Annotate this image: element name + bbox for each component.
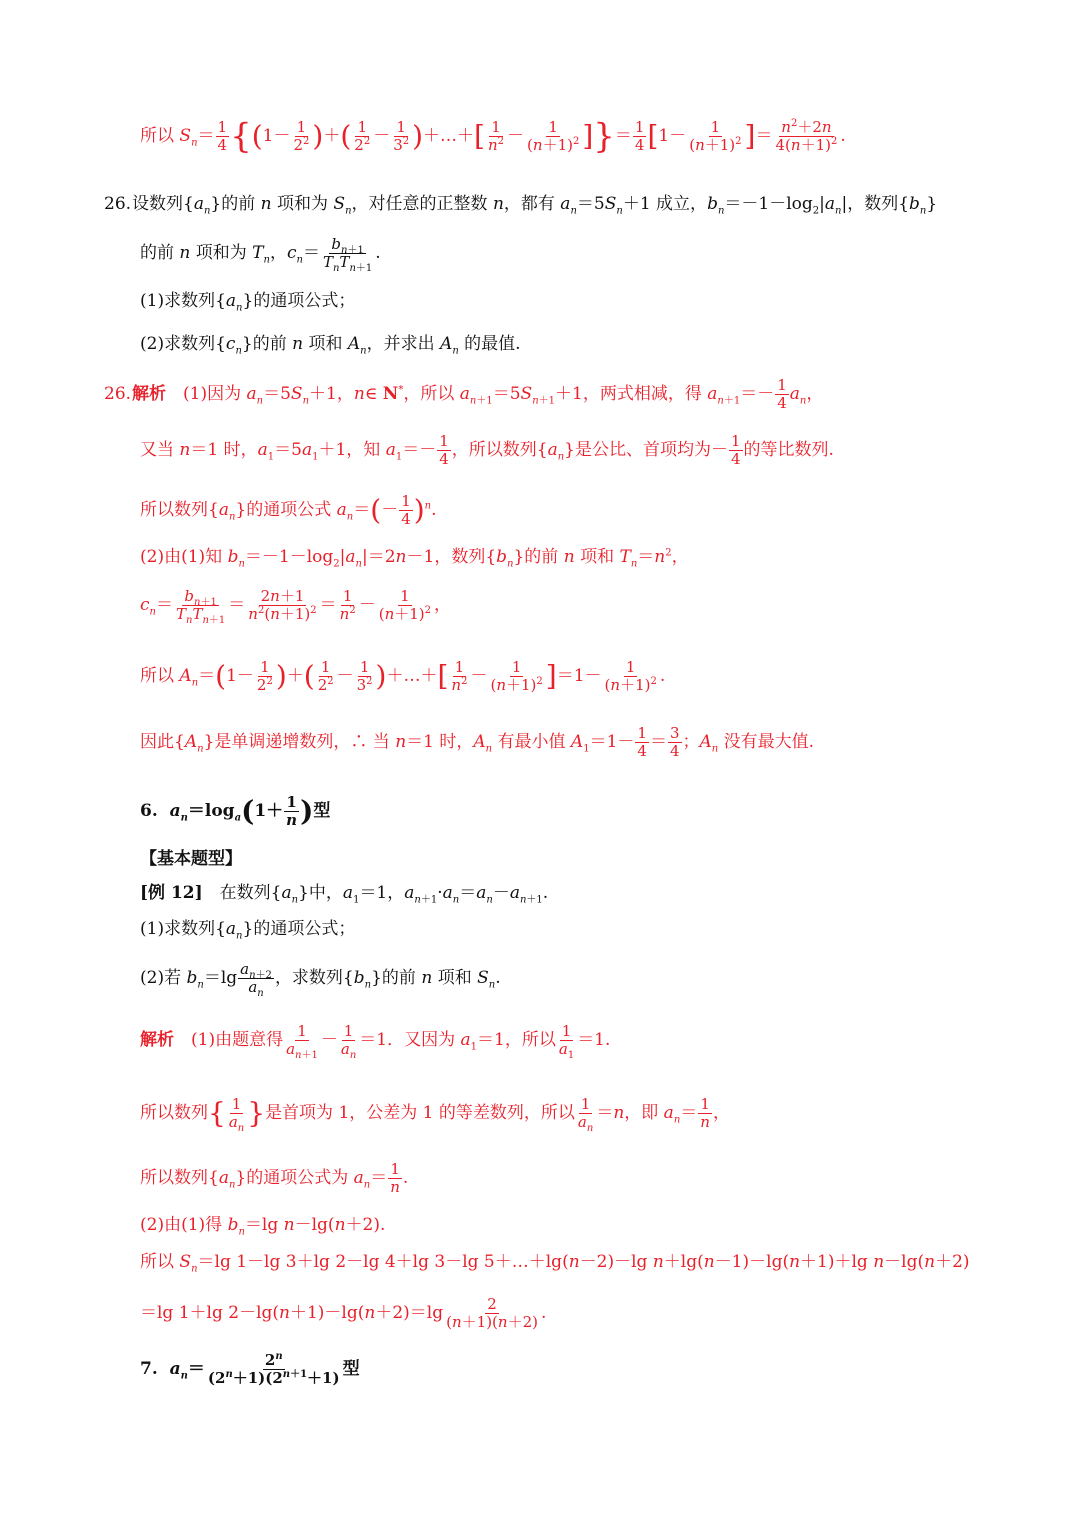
solution-26-line-5: $c_n=$ $b_{n+1}$ $T_nT_{n+1}$ ＝ $\frac{2n+1}{n^2(n+1)^2}$ ＝ $\frac{1}{n^2}$ － $\frac{1}{(n+1)^2}$ ， [140, 587, 452, 626]
solution-12-line-6: ＝lg 1＋lg 2－lg(n＋1)－lg(n＋2)＝lg $\frac{2}{(n+1)(n+2)}$ . [140, 1295, 547, 1331]
solution-12-line-5: 所以 $S_n=\lg$ 1－lg 3＋lg 2－lg 4＋lg 3－lg 5＋…＋lg(n－2)－lg n＋lg(n－1)－lg(n＋1)＋lg n－lg(n＋2) [140, 1252, 970, 1275]
solution-26-line-3: 所以数列$\{a_n\}$的通项公式 $a_n=(-$ $\frac{1}{4}$ )$^n$. [140, 492, 437, 528]
question-26-line-2: 的前 n 项和为 $T_n$，$c_n=$ $b_{n+1}$ $T_nT_{n+1}$ . [140, 235, 381, 274]
solution-12-line-4: (2)由(1)得 $b_n=\lg$ n－lg(n＋2). [140, 1215, 386, 1238]
question-26-part-1: (1)求数列$\{a_n\}$的通项公式； [140, 291, 356, 314]
example-12-stem: [例 12] 在数列$\{a_n\}$中，$a_1=1$，$a_{n+1}\cdot a_n=a_n-a_{n+1}$. [140, 883, 549, 906]
sn-sum-line: 所以 $S_n=$ $\frac{1}{4}$ {(1－ $\frac{1}{2^2}$ )＋( $\frac{1}{2^2}$ － $\frac{1}{3^2}$ )＋…＋[ $\frac{1}{n^2}$ － $\frac{1}{(n+1)^2}$ ]}＝ $\frac{1}{4}$ [1－ $\frac{1}{(n+1)^2}$ ]＝ $\frac{n^2+2n}{4(n+1)^2}$ . [140, 116, 846, 157]
solution-12-line-1: 解析 (1)由题意得 $\frac{1}{a_{n+1}}$ － $\frac{1}{a_n}$ ＝1．又因为 $a_1=1$，所以 $\frac{1}{a_1}$ ＝1. [140, 1022, 611, 1061]
section-7-heading: 7. $a_n=$ $\frac{2^n}{(2^n+1)(2^{n+1}+1)}$ 型 [140, 1351, 360, 1387]
solution-12-line-2: 所以数列{ $\frac{1}{a_n}$ }是首项为 1，公差为 1 的等差数列，所以 $\frac{1}{a_n}$ ＝n，即 $a_n=$ $\frac{1}{n}$ ， [140, 1095, 730, 1134]
example-12-part-1: (1)求数列$\{a_n\}$的通项公式； [140, 919, 356, 942]
solution-12-line-3: 所以数列$\{a_n\}$的通项公式为 $a_n=$ $\frac{1}{n}$ . [140, 1160, 409, 1196]
solution-26-line-7: 因此$\{A_n\}$是单调递增数列，∴ 当 n＝1 时，$A_n$ 有最小值 $A_1=1-$ $\frac{1}{4}$ ＝ $\frac{3}{4}$ ；$A_n$ 没有最大值. [140, 724, 815, 760]
example-12-part-2: (2)若 $b_n=\lg$ $\frac{a_{n+2}}{a_n}$ ，求数列$\{b_n\}$的前 n 项和 $S_n$. [140, 960, 501, 999]
question-26-part-2: (2)求数列$\{c_n\}$的前 n 项和 $A_n$，并求出 $A_n$ 的最值. [140, 334, 521, 357]
basic-type-label: 【基本题型】 [140, 849, 242, 869]
section-6-heading: 6. $a_n=\log_a(1+$ $\frac{1}{n}$ )型 [140, 793, 331, 829]
solution-26-line-4: (2)由(1)知 $b_n=-1-\log_2|a_n|=2n-1$，数列$\{b_n\}$的前 n 项和 $T_n=n^2$， [140, 547, 689, 570]
solution-26-line-2: 又当 n＝1 时，$a_1=5a_1+1$，知 $a_1=-$ $\frac{1}{4}$ ，所以数列$\{a_n\}$是公比、首项均为－ $\frac{1}{4}$ 的等比数列. [140, 432, 834, 468]
solution-26-line-1: 26.解析 (1)因为 $a_n=5S_n+1$，n∈ N*，所以 $a_{n+1}=5S_{n+1}+1$，两式相减，得 $a_{n+1}=-$ $\frac{1}{4}$ $a_n$， [104, 376, 824, 412]
solution-26-line-6: 所以 $A_n=(1-$ $\frac{1}{2^2}$ )＋( $\frac{1}{2^2}$ － $\frac{1}{3^2}$ )＋…＋[ $\frac{1}{n^2}$ － $\frac{1}{(n+1)^2}$ ]＝1－ $\frac{1}{(n+1)^2}$ . [140, 658, 666, 694]
question-26-line-1: 26.设数列$\{a_n\}$的前 n 项和为 $S_n$，对任意的正整数 n，都有 $a_n=5S_n+1$ 成立，$b_n=-1-\log_2|a_n|$，数列$\{b_n\}$ [104, 194, 938, 217]
